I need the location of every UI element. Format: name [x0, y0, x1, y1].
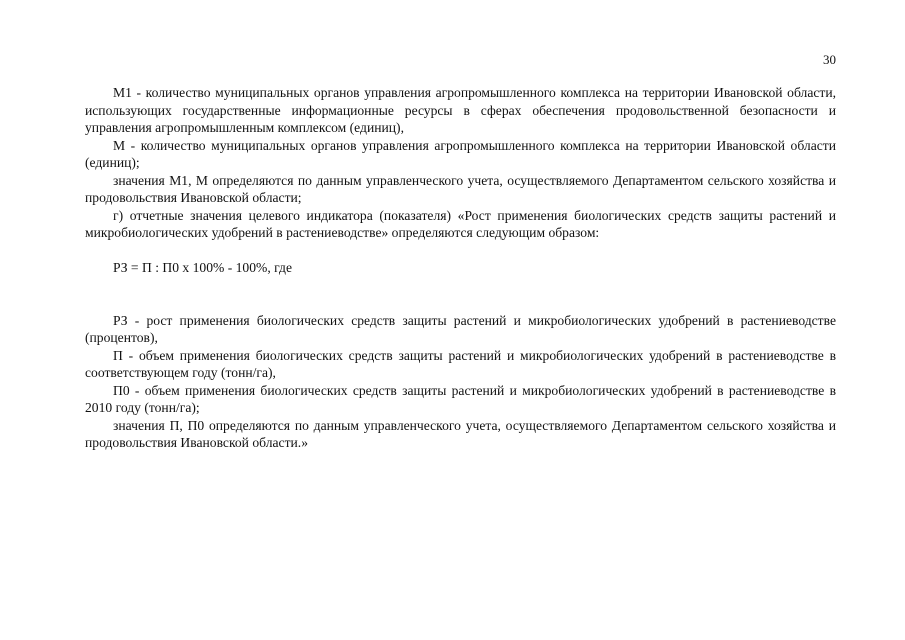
blank-line — [85, 294, 836, 312]
paragraph-indicator-g: г) отчетные значения целевого индикатора (показателя) «Рост применения биологических средств защиты растений и микробиологических удобрений в растениеводстве» определяются следующим образом: — [85, 207, 836, 240]
document-body — [85, 84, 836, 452]
paragraph-p-values-source: значения П, П0 определяются по данным управленческого учета, осуществляемого Департаментом сельского хозяйства и продовольствия Ивановской области.» — [85, 417, 836, 450]
formula-rz: РЗ = П : П0 х 100% - 100%, где — [113, 260, 292, 275]
blank-line — [85, 277, 836, 295]
paragraph-m1-definition: М1 - количество муниципальных органов управления агропромышленного комплекса на территории Ивановской области, использующих государственные информационные ресурсы в сферах обеспечения продовольственной безопасности и управления агропромышленным комплексом (единиц), — [85, 85, 836, 135]
paragraph-rz-definition: РЗ - рост применения биологических средств защиты растений и микробиологических удобрений в растениеводстве (процентов), — [85, 312, 836, 345]
paragraph-p0-definition: П0 - объем применения биологических средств защиты растений и микробиологических удобрений в растениеводстве в 2010 году (тонн/га); — [85, 382, 836, 415]
page-number: 30 — [823, 52, 836, 67]
paragraph-m-definition: М - количество муниципальных органов управления агропромышленного комплекса на территории Ивановской области (единиц); — [85, 137, 836, 170]
blank-line — [85, 242, 836, 260]
paragraph-m-values-source: значения М1, М определяются по данным управленческого учета, осуществляемого Департаментом сельского хозяйства и продовольствия Ивановской области; — [85, 172, 836, 205]
paragraph-p-definition: П - объем применения биологических средств защиты растений и микробиологических удобрений в растениеводстве в соответствующем году (тонн/га), — [85, 347, 836, 380]
